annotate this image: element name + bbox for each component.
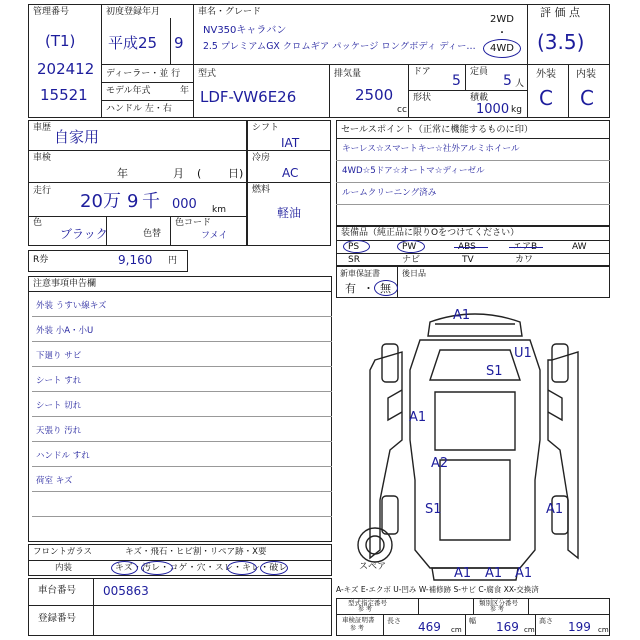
inspection-open: ( [197,167,202,180]
note-item-4: シート 切れ [36,401,82,411]
inspection-month: 月 [173,167,184,180]
sales-item-1: 4WD☆5ドア☆オートマ☆ディーゼル [342,166,485,176]
warranty-dot: ・ [363,282,374,295]
note-item-5: 天張り 汚れ [36,426,82,436]
damage-mark-hood: U1 [514,346,532,361]
ext-label: 外装 [536,69,556,80]
model-type-value: LDF-VW6E26 [200,88,297,106]
aircon-value: AC [282,166,299,180]
rear-seat-label: 後日品 [402,269,426,278]
interior-label: 内装 [55,563,73,573]
equip-sr: SR [348,255,360,265]
mileage-unit: km [212,205,226,215]
shift-label: シフト [252,123,280,133]
dims-cat-label: 型式指定番号 [348,599,387,607]
note-item-0: 外装 うすい線キズ [36,301,107,311]
dims-width-label: 幅 [469,617,476,625]
mileage-sen: 千 [142,191,160,212]
car-name-line2: 2.5 プレミアムGX クロムギア パッケージ ロングボディ ディー… [203,41,476,52]
sales-item-2: ルームクリーニング済み [342,188,437,198]
equip-navi: ナビ [402,255,421,265]
equip-label: 装備品（純正品に限りOをつけてください） [341,228,520,238]
recycle-label: R券 [33,255,49,265]
fuel-label: 燃料 [252,185,271,195]
mgmt-code: (T1) [45,32,76,50]
warranty-label: 新車保証書 [340,269,380,278]
mileage-b: 9 [127,191,139,212]
displacement-label: 排気量 [334,69,362,79]
note-item-1: 外装 小A・小U [36,326,94,336]
dims-height-unit: cm [598,626,609,634]
spare-label: スペア [359,562,387,572]
dims-length-label: 長さ [387,617,401,625]
color-code-label: 色コード [175,218,212,228]
recycle-unit: 円 [168,256,178,266]
damage-mark-right-rear: A1 [546,502,564,517]
inspection-day: 日) [228,167,244,180]
note-item-7: 荷室 キズ [36,476,73,486]
windshield-value: キズ・飛石・ヒビ割・リペア跡・X要 [125,547,267,557]
warranty-no: 無 [380,282,391,295]
model-year-label: モデル年式 [106,86,151,96]
inspection-label: 車検 [33,153,52,163]
first-reg-label: 初度登録年月 [106,7,161,17]
equip-pw: PW [402,242,417,252]
equip-leather: カワ [515,255,534,265]
recycle-value: 9,160 [118,253,153,267]
drive-4wd: 4WD [490,43,514,54]
damage-mark-left-front: A1 [409,410,427,425]
capacity-label: 定員 [470,67,489,77]
mgmt-num: 15521 [40,86,88,104]
dims-length-unit: cm [451,626,462,634]
fuel-value: 軽油 [277,206,302,220]
color-label: 色 [33,218,43,228]
doors-value: 5 [452,73,461,89]
damage-mark-roof: S1 [486,364,503,379]
mgmt-date: 202412 [37,60,95,78]
model-type-label: 型式 [198,69,217,79]
first-reg-month: 9 [174,34,184,52]
mileage-man: 万 [103,191,121,212]
note-item-6: ハンドル すれ [36,451,90,461]
displacement-unit: cc [397,105,407,115]
damage-mark-rear-bumper-r: A1 [515,566,533,581]
usage-label: 車歴 [33,123,52,133]
load-label: 積載 [470,93,489,103]
dims-height-label: 高さ [539,617,553,625]
windshield-label: フロントガラス [33,547,92,557]
equip-airbag-strike [509,247,543,248]
color-tone-label: 色替 [143,229,162,239]
regno-label: 登録番号 [38,613,77,624]
note-item-2: 下廻り サビ [36,351,82,361]
dims-length: 469 [418,620,441,634]
mileage-c: 000 [172,197,197,212]
score-value: (3.5) [537,30,585,54]
usage-value: 自家用 [54,128,100,146]
interior-kire-circle [260,561,288,575]
load-value: 1000 [476,102,510,117]
chassis-value: 005863 [103,584,149,598]
drive-4wd-circle [483,39,521,58]
equip-ps: PS [348,242,360,252]
doors-label: ドア [413,67,431,77]
color-value: ブラック [60,227,108,241]
notes-label: 注意事項申告欄 [33,279,97,289]
car-name-line1: NV350キャラバン [203,25,287,36]
warranty-yes: 有 [345,282,356,295]
color-code: フメイ [201,231,228,241]
mileage-label: 走行 [33,186,52,196]
equip-tv: TV [462,255,474,265]
sales-item-0: キーレス☆スマートキー☆社外アルミホイール [342,144,520,154]
interior-yogore-circle [141,561,173,575]
damage-legend: A-キズ E-エクボ U-凹み W-補修跡 S-サビ C-腐食 XX-交換済 [336,585,539,594]
int-value: C [580,86,594,110]
shape-label: 形状 [413,93,432,103]
displacement-value: 2500 [355,86,394,104]
damage-mark-front-bumper: A1 [453,308,471,323]
damage-mark-left-rear: S1 [425,502,442,517]
equip-aw: AW [572,242,587,252]
equip-ps-circle [343,240,370,253]
chassis-label: 車台番号 [38,585,77,596]
dims-ref-2: 参 考 [490,606,504,613]
inspection-year: 年 [117,167,128,180]
dims-ref-1: 参 考 [358,606,372,613]
load-unit: kg [511,105,522,115]
damage-mark-rear-bumper-l: A1 [454,566,472,581]
ext-value: C [539,86,553,110]
dims-cls-label: 類別区分番号 [479,599,518,607]
capacity-unit: 人 [515,79,525,89]
mgmt-label: 管理番号 [33,7,70,17]
sales-label: セールスポイント（正常に機能するものに印） [341,124,534,135]
aircon-label: 冷房 [252,153,271,163]
dims-width-unit: cm [524,626,535,634]
equip-pw-circle [397,240,425,253]
drive-2wd: 2WD [490,14,514,25]
equip-abs-strike [454,247,488,248]
capacity-value: 5 [503,73,512,89]
dims-width: 169 [496,620,519,634]
vehicle-diagram [340,300,610,585]
shift-value: IAT [281,136,300,150]
first-reg-era: 平成25 [108,34,158,52]
note-item-3: シート すれ [36,376,82,386]
int-label: 内装 [576,69,596,80]
damage-mark-rear-bumper-c: A1 [485,566,503,581]
score-label: 評 価 点 [540,6,580,19]
dims-ref-3: 参 考 [350,625,364,632]
dealer-label: ディーラー・並 行 [106,69,181,79]
interior-value: キズ・汚レ・コゲ・穴・スレ・キレ・破レ [115,563,288,573]
handle-label: ハンドル 左・右 [106,104,172,114]
interior-kizu-circle [111,561,138,575]
car-name-label: 車名・グレード [198,7,262,17]
model-year-suffix: 年 [180,86,190,96]
drive-dot: ・ [497,28,507,39]
recycle-frame [28,250,188,272]
mileage-a: 20 [80,191,103,212]
interior-sure-circle [227,561,257,575]
dims-height: 199 [568,620,591,634]
dims-cert-label: 車検証明書 [342,616,375,624]
warranty-no-circle [374,280,398,296]
damage-mark-rear-roof: A2 [431,456,449,471]
